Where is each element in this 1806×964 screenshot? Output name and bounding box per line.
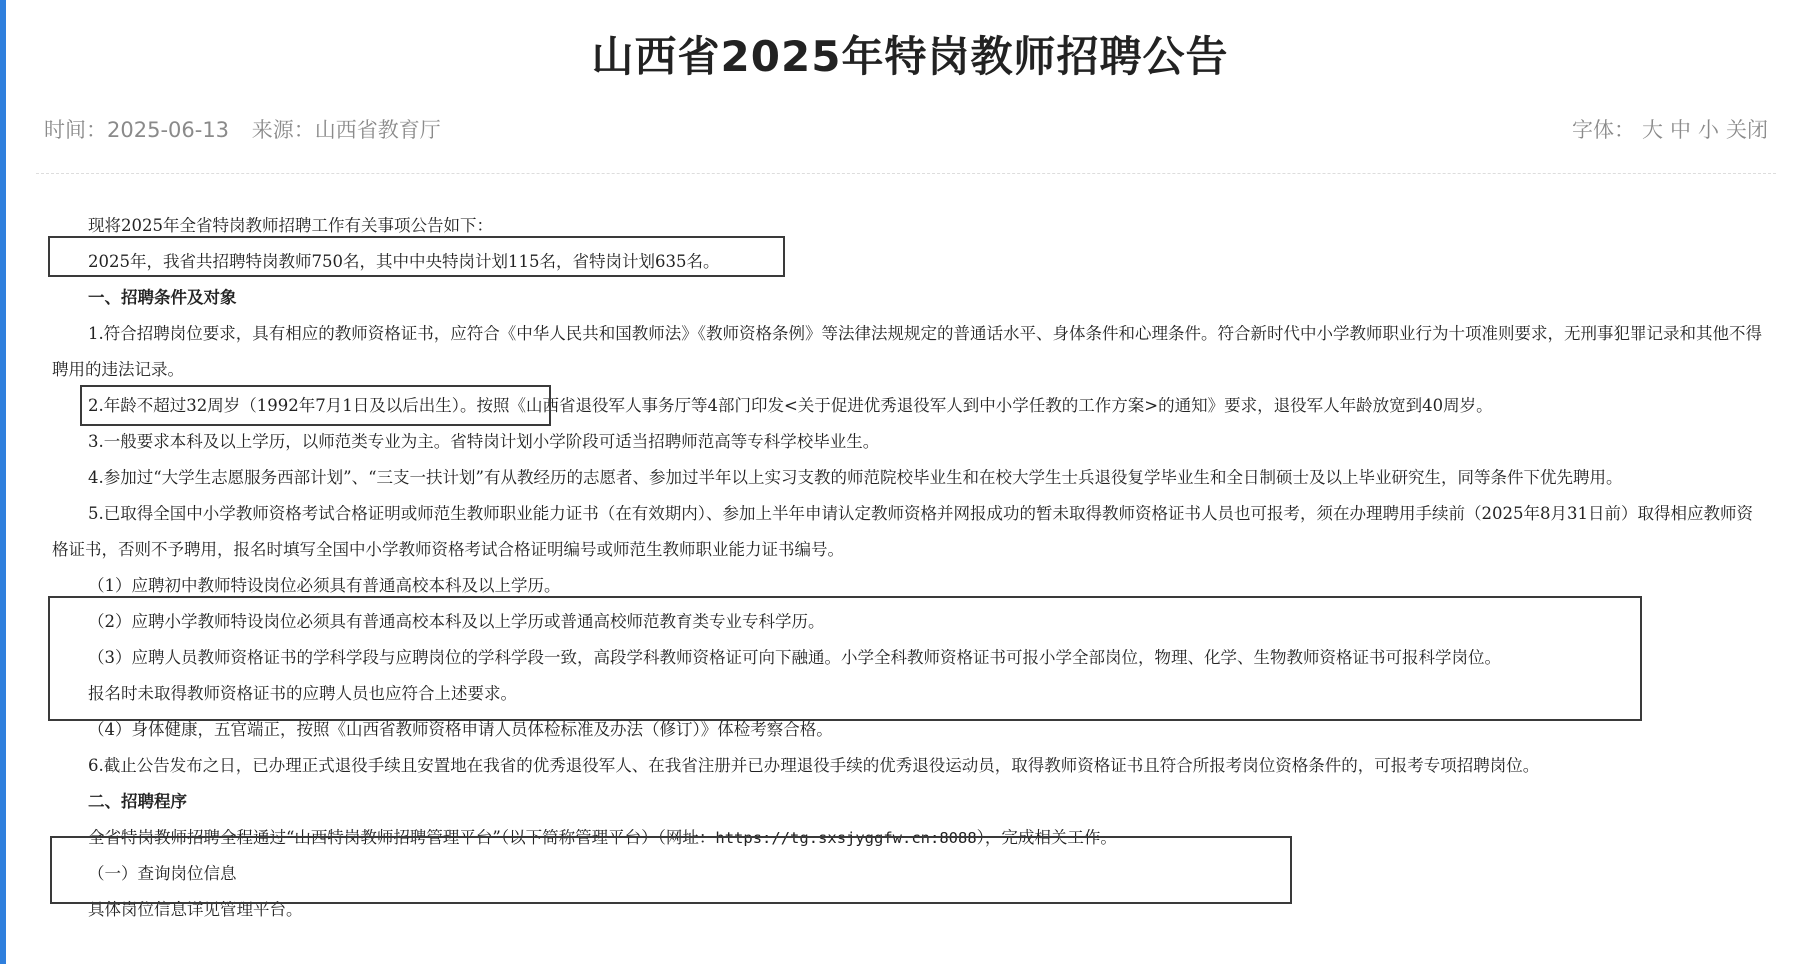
paragraph-intro: 现将2025年全省特岗教师招聘工作有关事项公告如下： bbox=[88, 216, 493, 235]
font-size-control bbox=[1572, 114, 1768, 144]
font-size-large-link[interactable]: 大 bbox=[1642, 118, 1663, 142]
annotation-box-quota bbox=[48, 236, 785, 277]
platform-text-end: ），完成相关工作。 bbox=[976, 828, 1117, 847]
paragraph-note: 报名时未取得教师资格证书的应聘人员也应符合上述要求。 bbox=[88, 684, 517, 703]
platform-text-start: 全省特岗教师招聘全程通过“山西特岗教师招聘管理平台”（以下简称管理平台）（网址： bbox=[88, 828, 716, 847]
paragraph-sub-1: （1）应聘初中教师特设岗位必须具有普通高校本科及以上学历。 bbox=[88, 576, 561, 595]
publish-source: 来源：山西省教育厅 bbox=[251, 118, 441, 142]
paragraph-position-details: 具体岗位信息详见管理平台。 bbox=[88, 900, 303, 919]
font-size-small-link[interactable]: 小 bbox=[1698, 118, 1719, 142]
section-heading-conditions: 一、招聘条件及对象 bbox=[88, 288, 237, 307]
paragraph-condition-6: 6.截止公告发布之日，已办理正式退役手续且安置地在我省的优秀退役军人、在我省注册并已办理退役手续的优秀退役运动员，取得教师资格证书且符合所报考岗位资格条件的，可报考专项招聘岗位。 bbox=[88, 756, 1540, 775]
paragraph-condition-2: 2.年龄不超过32周岁（1992年7月1日及以后出生）。按照《山西省退役军人事务厅等4部门印发<关于促进优秀退役军人到中小学任教的工作方案>的通知》要求，退役军人年龄放宽到40周岁。 bbox=[88, 396, 1493, 415]
article-meta bbox=[44, 114, 457, 144]
left-accent-bar bbox=[0, 0, 6, 964]
paragraph-condition-4: 4.参加过“大学生志愿服务西部计划”、“三支一扶计划”有从教经历的志愿者、参加过半年以上实习支教的师范院校毕业生和在校大学生士兵退役复学毕业生和全日制硕士及以上毕业研究生，同等条件下优先聘用。 bbox=[88, 468, 1623, 487]
paragraph-condition-1: 1.符合招聘岗位要求，具有相应的教师资格证书，应符合《中华人民共和国教师法》《教师资格条例》等法律法规规定的普通话水平、身体条件和心理条件。符合新时代中小学教师职业行为十项准则要求，无刑事犯罪记录和其他不得聘用的违法记录。 bbox=[52, 324, 1762, 379]
publish-time: 时间：2025-06-13 bbox=[44, 118, 230, 142]
annotation-box-age bbox=[80, 385, 551, 426]
paragraph-sub-4: （4）身体健康，五官端正，按照《山西省教师资格申请人员体检标准及办法（修订）》体检考察合格。 bbox=[88, 720, 833, 739]
font-size-medium-link[interactable]: 中 bbox=[1670, 118, 1691, 142]
annotation-box-education bbox=[48, 596, 1642, 721]
paragraph-sub-3: （3）应聘人员教师资格证书的学科学段与应聘岗位的学科学段一致，高段学科教师资格证可向下融通。小学全科教师资格证书可报小学全部岗位，物理、化学、生物教师资格证书可报科学岗位。 bbox=[88, 648, 1501, 667]
platform-url-link[interactable]: https://tg.sxsjyggfw.cn:8088 bbox=[715, 829, 977, 847]
section-heading-procedure: 二、招聘程序 bbox=[88, 792, 187, 811]
page-title: 山西省2025年特岗教师招聘公告 bbox=[591, 32, 1229, 81]
font-size-label: 字体： bbox=[1572, 118, 1635, 142]
paragraph-condition-5: 5.已取得全国中小学教师资格考试合格证明或师范生教师职业能力证书（在有效期内）、参加上半年申请认定教师资格并网报成功的暂未取得教师资格证书人员也可报考，须在办理聘用手续前（2025年8月31日前）取得相应教师资格证书，否则不予聘用，报名时填写全国中小学教师资格考试合格证明编号或师范生教师职业能力证书编号。 bbox=[52, 504, 1753, 559]
subheading-query-positions: （一）查询岗位信息 bbox=[88, 864, 237, 883]
header-divider bbox=[36, 173, 1776, 174]
paragraph-sub-2: （2）应聘小学教师特设岗位必须具有普通高校本科及以上学历或普通高校师范教育类专业专科学历。 bbox=[88, 612, 825, 631]
paragraph-quota: 2025年，我省共招聘特岗教师750名，其中中央特岗计划115名，省特岗计划635名。 bbox=[88, 252, 720, 271]
annotation-box-platform bbox=[50, 836, 1292, 904]
article-body bbox=[52, 208, 1764, 928]
font-close-link[interactable]: 关闭 bbox=[1726, 118, 1768, 142]
paragraph-condition-3: 3.一般要求本科及以上学历，以师范类专业为主。省特岗计划小学阶段可适当招聘师范高等专科学校毕业生。 bbox=[88, 432, 880, 451]
